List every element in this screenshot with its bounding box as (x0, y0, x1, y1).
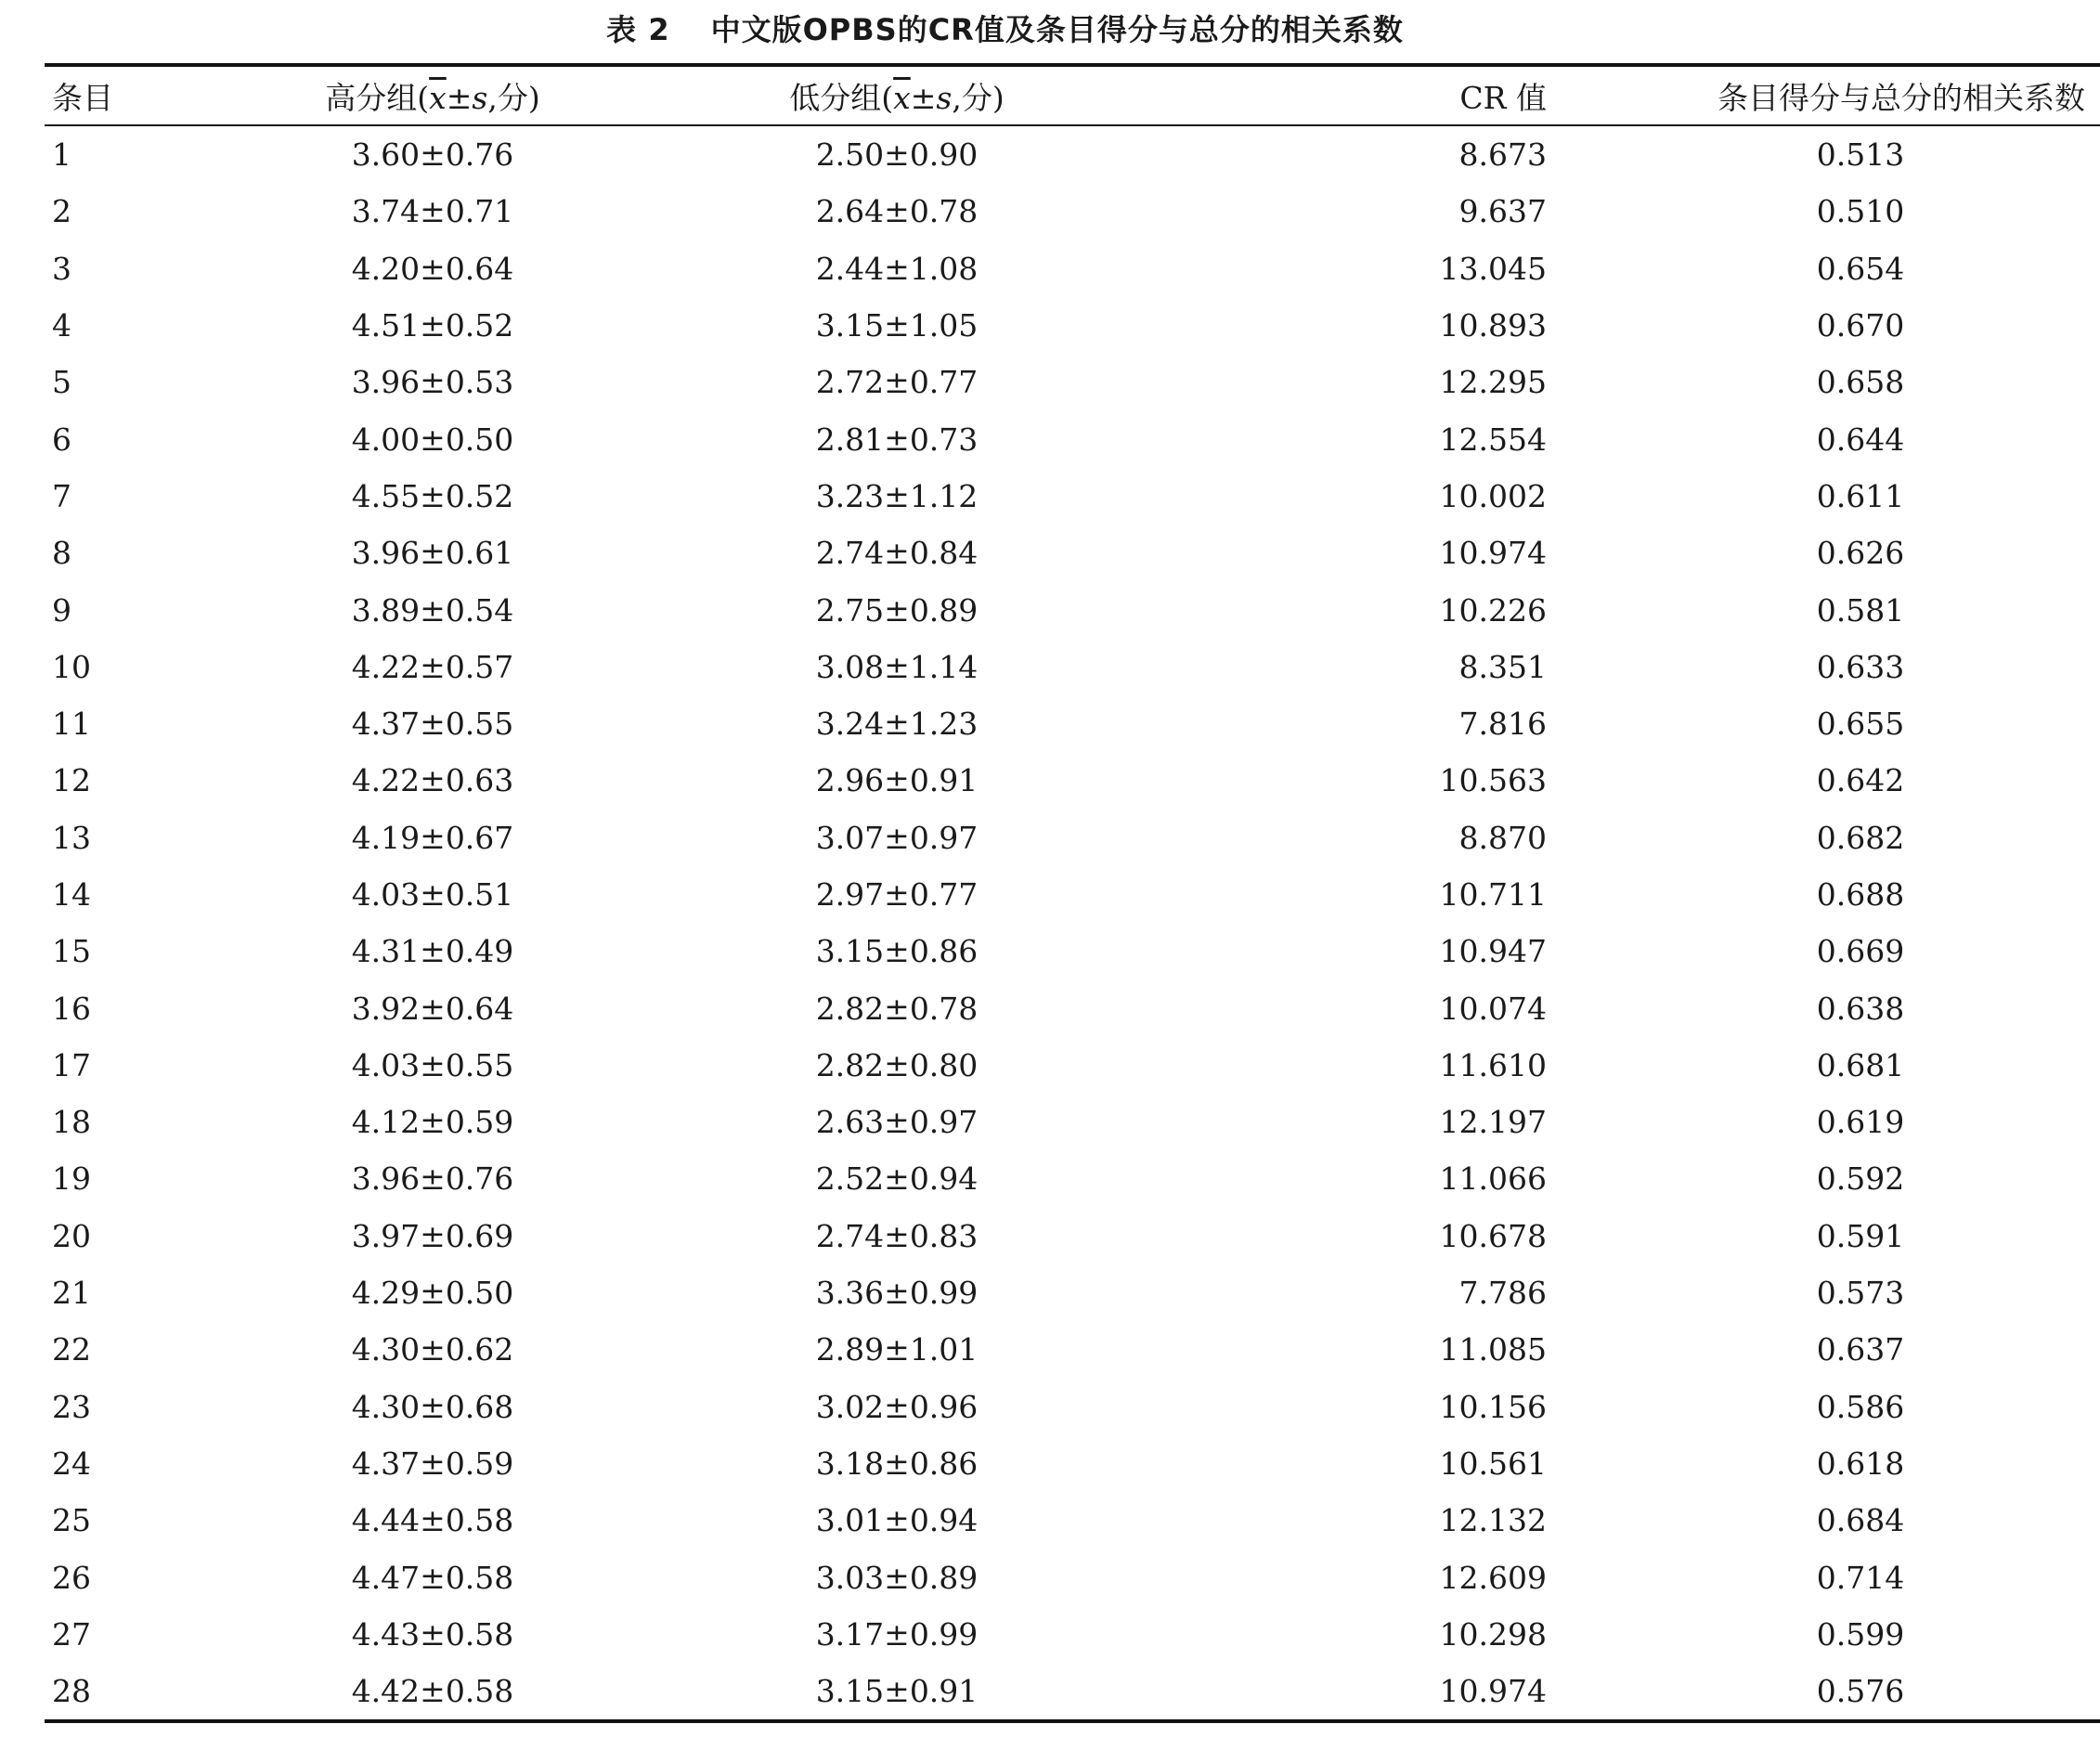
high-group-cell: 3.97±0.69 (351, 1217, 514, 1254)
cr-cell: 10.893 (1439, 307, 1547, 344)
low-group-cell: 2.50±0.90 (815, 136, 979, 174)
high-group-cell: 4.03±0.51 (351, 876, 514, 913)
correlation-cell: 0.688 (1816, 876, 1905, 913)
low-group-cell: 3.18±0.86 (815, 1445, 979, 1482)
correlation-cell: 0.581 (1816, 591, 1905, 629)
table-row (45, 1208, 2100, 1264)
header-high-group (238, 65, 628, 125)
high-group-cell: 3.89±0.54 (351, 591, 514, 629)
low-group-cell: 3.02±0.96 (815, 1388, 979, 1425)
high-group-cell: 3.92±0.64 (351, 990, 514, 1027)
table-row (45, 752, 2100, 809)
table-row (45, 639, 2100, 695)
high-group-cell: 4.00±0.50 (351, 421, 514, 458)
low-group-cell: 3.15±1.05 (815, 307, 979, 344)
item-cell: 7 (52, 477, 71, 514)
item-cell: 21 (52, 1275, 91, 1312)
cr-cell: 11.610 (1439, 1046, 1547, 1083)
high-group-cell: 3.96±0.76 (351, 1160, 514, 1198)
table-body (45, 125, 2100, 1721)
correlation-cell: 0.642 (1816, 762, 1905, 799)
low-group-cell: 3.24±1.23 (815, 706, 979, 743)
header-row (45, 65, 2100, 125)
high-unit-suffix: ,分) (487, 79, 540, 116)
low-group-cell: 2.82±0.78 (815, 990, 979, 1027)
correlation-cell: 0.684 (1816, 1502, 1905, 1539)
correlation-cell: 0.644 (1816, 421, 1905, 458)
high-group-cell: 4.12±0.59 (351, 1104, 514, 1141)
low-sd-symbol: s (936, 79, 953, 116)
header-item: 条目 (52, 79, 113, 116)
cr-cell: 10.002 (1439, 477, 1547, 514)
table-title: 中文版OPBS的CR值及条目得分与总分的相关系数 (710, 12, 1404, 47)
table-row (45, 695, 2100, 752)
high-group-prefix: 高分组( (325, 79, 430, 116)
item-cell: 13 (52, 819, 91, 856)
table-row (45, 810, 2100, 866)
correlation-cell: 0.619 (1816, 1104, 1905, 1141)
table-label: 表 2 (606, 12, 670, 47)
table-row (45, 1037, 2100, 1094)
high-group-cell: 4.42±0.58 (351, 1673, 514, 1710)
low-group-cell: 3.07±0.97 (815, 819, 979, 856)
correlation-cell: 0.591 (1816, 1217, 1905, 1254)
table-caption (0, 6, 2010, 54)
correlation-cell: 0.670 (1816, 307, 1905, 344)
low-group-cell: 2.89±1.01 (815, 1331, 979, 1368)
high-group-cell: 3.60±0.76 (351, 136, 514, 174)
high-mean-symbol: $\overline{x}$ (429, 79, 447, 116)
correlation-cell: 0.682 (1816, 819, 1905, 856)
table-row (45, 468, 2100, 525)
high-group-cell: 4.37±0.59 (351, 1445, 514, 1482)
cr-cell: 11.085 (1439, 1331, 1547, 1368)
item-cell: 3 (52, 250, 71, 287)
item-cell: 10 (52, 648, 91, 685)
table-row (45, 1606, 2100, 1663)
cr-cell: 12.197 (1439, 1104, 1547, 1141)
low-group-cell: 2.64±0.78 (815, 193, 979, 230)
high-group-cell: 4.37±0.55 (351, 706, 514, 743)
item-cell: 15 (52, 933, 91, 970)
cr-cell: 10.226 (1439, 591, 1547, 629)
table-row (45, 1549, 2100, 1605)
table-row (45, 923, 2100, 979)
low-group-cell: 3.36±0.99 (815, 1275, 979, 1312)
item-cell: 28 (52, 1673, 91, 1710)
correlation-cell: 0.611 (1816, 477, 1905, 514)
correlation-cell: 0.513 (1816, 136, 1905, 174)
low-group-cell: 2.74±0.84 (815, 535, 979, 572)
low-group-cell: 2.81±0.73 (815, 421, 979, 458)
correlation-cell: 0.637 (1816, 1331, 1905, 1368)
high-group-cell: 4.30±0.62 (351, 1331, 514, 1368)
item-cell: 25 (52, 1502, 91, 1539)
item-cell: 4 (52, 307, 71, 344)
table-row (45, 1663, 2100, 1721)
cr-cell: 10.561 (1439, 1445, 1547, 1482)
header-cr: CR 值 (1459, 79, 1547, 116)
item-cell: 14 (52, 876, 91, 913)
item-cell: 17 (52, 1046, 91, 1083)
correlation-cell: 0.510 (1816, 193, 1905, 230)
correlation-cell: 0.576 (1816, 1673, 1905, 1710)
cr-cell: 9.637 (1458, 193, 1547, 230)
item-cell: 5 (52, 364, 71, 401)
high-group-cell: 3.74±0.71 (351, 193, 514, 230)
cr-cell: 10.974 (1439, 1673, 1547, 1710)
table-row (45, 125, 2100, 183)
item-cell: 23 (52, 1388, 91, 1425)
correlation-cell: 0.599 (1816, 1615, 1905, 1653)
high-group-cell: 4.44±0.58 (351, 1502, 514, 1539)
correlation-cell: 0.638 (1816, 990, 1905, 1027)
high-group-cell: 4.30±0.68 (351, 1388, 514, 1425)
cr-cell: 10.298 (1439, 1615, 1547, 1653)
high-group-cell: 4.19±0.67 (351, 819, 514, 856)
high-group-cell: 4.29±0.50 (351, 1275, 514, 1312)
cr-cell: 10.974 (1439, 535, 1547, 572)
cr-cell: 7.786 (1458, 1275, 1547, 1312)
table-row (45, 1492, 2100, 1549)
header-low-group (628, 65, 1166, 125)
low-group-cell: 3.08±1.14 (815, 648, 979, 685)
table-header (45, 65, 2100, 125)
correlation-cell: 0.714 (1816, 1559, 1905, 1596)
item-cell: 12 (52, 762, 91, 799)
low-group-cell: 3.03±0.89 (815, 1559, 979, 1596)
correlation-cell: 0.681 (1816, 1046, 1905, 1083)
cr-cell: 10.947 (1439, 933, 1547, 970)
low-group-cell: 3.23±1.12 (815, 477, 979, 514)
correlation-cell: 0.592 (1816, 1160, 1905, 1198)
item-cell: 20 (52, 1217, 91, 1254)
correlation-cell: 0.618 (1816, 1445, 1905, 1482)
high-group-cell: 4.22±0.57 (351, 648, 514, 685)
low-group-cell: 3.17±0.99 (815, 1615, 979, 1653)
correlation-cell: 0.586 (1816, 1388, 1905, 1425)
cr-cell: 10.074 (1439, 990, 1547, 1027)
item-cell: 11 (52, 706, 91, 743)
cr-cell: 12.609 (1439, 1559, 1547, 1596)
high-group-cell: 4.22±0.63 (351, 762, 514, 799)
table-row (45, 1150, 2100, 1207)
high-group-cell: 4.20±0.64 (351, 250, 514, 287)
cr-cell: 12.132 (1439, 1502, 1547, 1539)
high-group-cell: 4.47±0.58 (351, 1559, 514, 1596)
item-cell: 9 (52, 591, 71, 629)
low-group-cell: 2.44±1.08 (815, 250, 979, 287)
correlation-cell: 0.669 (1816, 933, 1905, 970)
correlation-cell: 0.654 (1816, 250, 1905, 287)
table-row (45, 240, 2100, 297)
cr-cell: 12.295 (1439, 364, 1547, 401)
correlation-cell: 0.626 (1816, 535, 1905, 572)
cr-cell: 13.045 (1439, 250, 1547, 287)
table-row (45, 525, 2100, 581)
table-row (45, 1094, 2100, 1150)
item-cell: 6 (52, 421, 71, 458)
low-group-cell: 2.52±0.94 (815, 1160, 979, 1198)
item-cell: 24 (52, 1445, 91, 1482)
high-group-cell: 4.03±0.55 (351, 1046, 514, 1083)
high-sd-symbol: s (472, 79, 488, 116)
cr-cell: 10.711 (1439, 876, 1547, 913)
low-group-cell: 2.74±0.83 (815, 1217, 979, 1254)
correlation-cell: 0.633 (1816, 648, 1905, 685)
item-cell: 16 (52, 990, 91, 1027)
cr-cell: 10.678 (1439, 1217, 1547, 1254)
cr-cell: 12.554 (1439, 421, 1547, 458)
item-cell: 8 (52, 535, 71, 572)
item-cell: 19 (52, 1160, 91, 1198)
data-table (45, 63, 2100, 1723)
cr-cell: 10.156 (1439, 1388, 1547, 1425)
item-cell: 2 (52, 193, 71, 230)
cr-cell: 10.563 (1439, 762, 1547, 799)
table-row (45, 183, 2100, 240)
low-group-cell: 2.96±0.91 (815, 762, 979, 799)
low-group-cell: 2.63±0.97 (815, 1104, 979, 1141)
header-correlation: 条目得分与总分的相关系数 (1718, 79, 2085, 116)
table-row (45, 979, 2100, 1036)
cr-cell: 8.870 (1458, 819, 1547, 856)
table-row (45, 581, 2100, 638)
low-group-cell: 2.97±0.77 (815, 876, 979, 913)
cr-cell: 11.066 (1439, 1160, 1547, 1198)
low-group-cell: 2.75±0.89 (815, 591, 979, 629)
high-group-cell: 3.96±0.53 (351, 364, 514, 401)
high-pm-symbol: ± (446, 79, 473, 116)
low-mean-symbol: $\overline{x}$ (893, 79, 911, 116)
high-group-cell: 4.31±0.49 (351, 933, 514, 970)
correlation-cell: 0.573 (1816, 1275, 1905, 1312)
low-group-cell: 3.15±0.91 (815, 1673, 979, 1710)
low-group-cell: 3.15±0.86 (815, 933, 979, 970)
item-cell: 27 (52, 1615, 91, 1653)
table-row (45, 866, 2100, 923)
item-cell: 26 (52, 1559, 91, 1596)
low-unit-suffix: ,分) (952, 79, 1005, 116)
low-group-cell: 2.82±0.80 (815, 1046, 979, 1083)
table-row (45, 1379, 2100, 1435)
correlation-cell: 0.658 (1816, 364, 1905, 401)
cr-cell: 8.351 (1458, 648, 1547, 685)
item-cell: 18 (52, 1104, 91, 1141)
item-cell: 22 (52, 1331, 91, 1368)
table-row (45, 1321, 2100, 1378)
low-pm-symbol: ± (910, 79, 937, 116)
high-group-cell: 4.43±0.58 (351, 1615, 514, 1653)
cr-cell: 7.816 (1458, 706, 1547, 743)
high-group-cell: 4.51±0.52 (351, 307, 514, 344)
table-row (45, 1264, 2100, 1321)
low-group-prefix: 低分组( (789, 79, 894, 116)
table-row (45, 410, 2100, 467)
table-row (45, 1435, 2100, 1492)
low-group-cell: 2.72±0.77 (815, 364, 979, 401)
table-row (45, 354, 2100, 410)
low-group-cell: 3.01±0.94 (815, 1502, 979, 1539)
table-row (45, 297, 2100, 354)
item-cell: 1 (52, 136, 71, 174)
correlation-cell: 0.655 (1816, 706, 1905, 743)
high-group-cell: 3.96±0.61 (351, 535, 514, 572)
high-group-cell: 4.55±0.52 (351, 477, 514, 514)
cr-cell: 8.673 (1458, 136, 1547, 174)
